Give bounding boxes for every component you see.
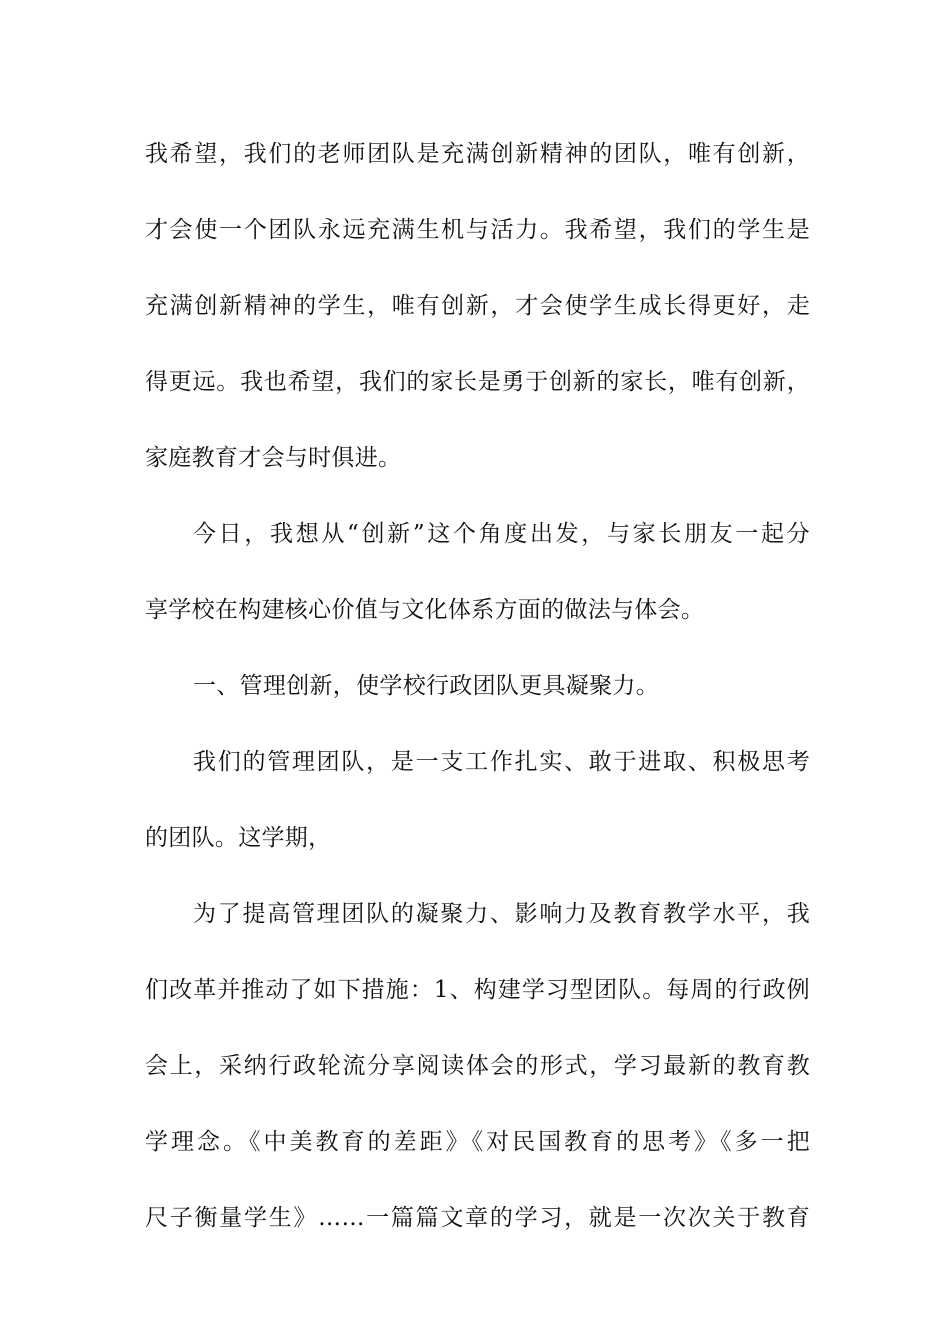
text-line: 会上，采纳行政轮流分享阅读体会的形式，学习最新的教育教 bbox=[145, 1053, 810, 1079]
section-heading: 一、管理创新，使学校行政团队更具凝聚力。 bbox=[193, 673, 659, 699]
paragraph-first-line: 为了提高管理团队的凝聚力、影响力及教育教学水平，我 bbox=[193, 901, 810, 927]
text-line: 我希望，我们的老师团队是充满创新精神的团队，唯有创新， bbox=[145, 141, 810, 167]
text-line: 得更远。我也希望，我们的家长是勇于创新的家长，唯有创新， bbox=[145, 369, 810, 395]
text-line: 们改革并推动了如下措施：1、构建学习型团队。每周的行政例 bbox=[145, 977, 810, 1003]
text-line: 的团队。这学期， bbox=[145, 825, 332, 851]
paragraph-first-line: 今日，我想从“创新”这个角度出发，与家长朋友一起分 bbox=[193, 521, 810, 547]
text-line: 学理念。《中美教育的差距》《对民国教育的思考》《多一把 bbox=[145, 1129, 810, 1155]
text-line: 才会使一个团队永远充满生机与活力。我希望，我们的学生是 bbox=[145, 217, 810, 243]
text-line: 享学校在构建核心价值与文化体系方面的做法与体会。 bbox=[145, 597, 705, 623]
paragraph-first-line: 我们的管理团队，是一支工作扎实、敢于进取、积极思考 bbox=[193, 749, 810, 775]
text-line: 尺子衡量学生》……一篇篇文章的学习，就是一次次关于教育 bbox=[145, 1205, 810, 1231]
document-body bbox=[145, 116, 810, 1256]
text-line: 家庭教育才会与时俱进。 bbox=[145, 445, 402, 471]
text-line: 充满创新精神的学生，唯有创新，才会使学生成长得更好，走 bbox=[145, 293, 810, 319]
